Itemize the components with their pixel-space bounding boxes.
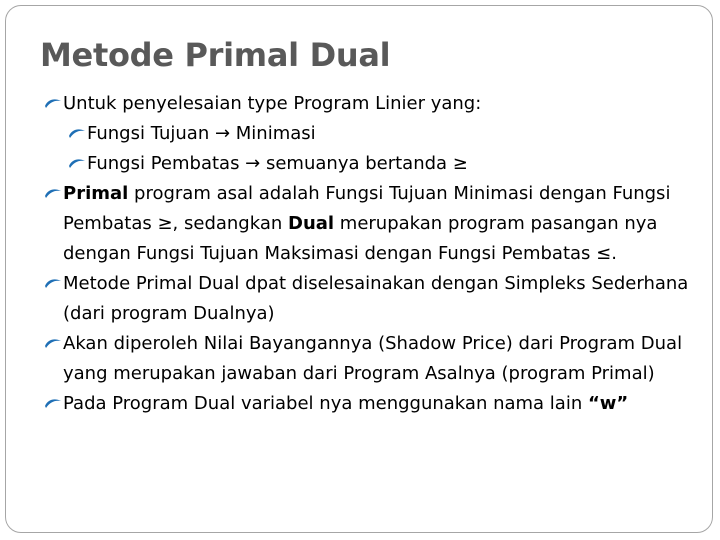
emphasis-w: “w”	[587, 393, 629, 414]
bullet-item	[43, 389, 703, 419]
sub-bullet-item	[67, 119, 703, 149]
text-segment: program asal adalah Fungsi Tujuan Minimasi dengan Fungsi Pembatas ≥, sedangkan	[63, 183, 671, 234]
text-segment: Pada Program Dual variabel nya menggunakan nama lain	[63, 393, 588, 414]
text-segment: merupakan program pasangan nya dengan Fungsi Tujuan Maksimasi dengan Fungsi Pembatas ≤.	[63, 213, 658, 264]
bullet-item	[43, 89, 703, 119]
swoosh-bullet-icon	[67, 149, 87, 179]
swoosh-bullet-icon	[43, 179, 63, 209]
swoosh-bullet-icon	[43, 89, 63, 119]
bullet-list	[43, 89, 703, 419]
emphasis-dual: Dual	[288, 213, 335, 234]
emphasis-primal: Primal	[63, 183, 129, 204]
swoosh-bullet-icon	[43, 329, 63, 359]
bullet-text	[63, 183, 670, 264]
bullet-item	[43, 269, 703, 329]
bullet-text: Untuk penyelesaian type Program Linier yang:	[63, 93, 482, 114]
bullet-item	[43, 329, 703, 389]
bullet-text: Akan diperoleh Nilai Bayangannya (Shadow Price) dari Program Dual yang merupakan jawaban dari Program Asalnya (program Primal)	[63, 333, 683, 384]
bullet-text: Fungsi Tujuan → Minimasi	[87, 123, 316, 144]
bullet-item	[43, 179, 703, 269]
swoosh-bullet-icon	[67, 119, 87, 149]
bullet-text	[63, 393, 628, 414]
slide-frame	[5, 5, 713, 533]
slide-title: Metode Primal Dual	[40, 36, 391, 74]
bullet-text: Fungsi Pembatas → semuanya bertanda ≥	[87, 153, 468, 174]
bullet-text: Metode Primal Dual dpat diselesainakan dengan Simpleks Sederhana (dari program Dualnya)	[63, 273, 689, 324]
swoosh-bullet-icon	[43, 389, 63, 419]
swoosh-bullet-icon	[43, 269, 63, 299]
sub-bullet-item	[67, 149, 703, 179]
